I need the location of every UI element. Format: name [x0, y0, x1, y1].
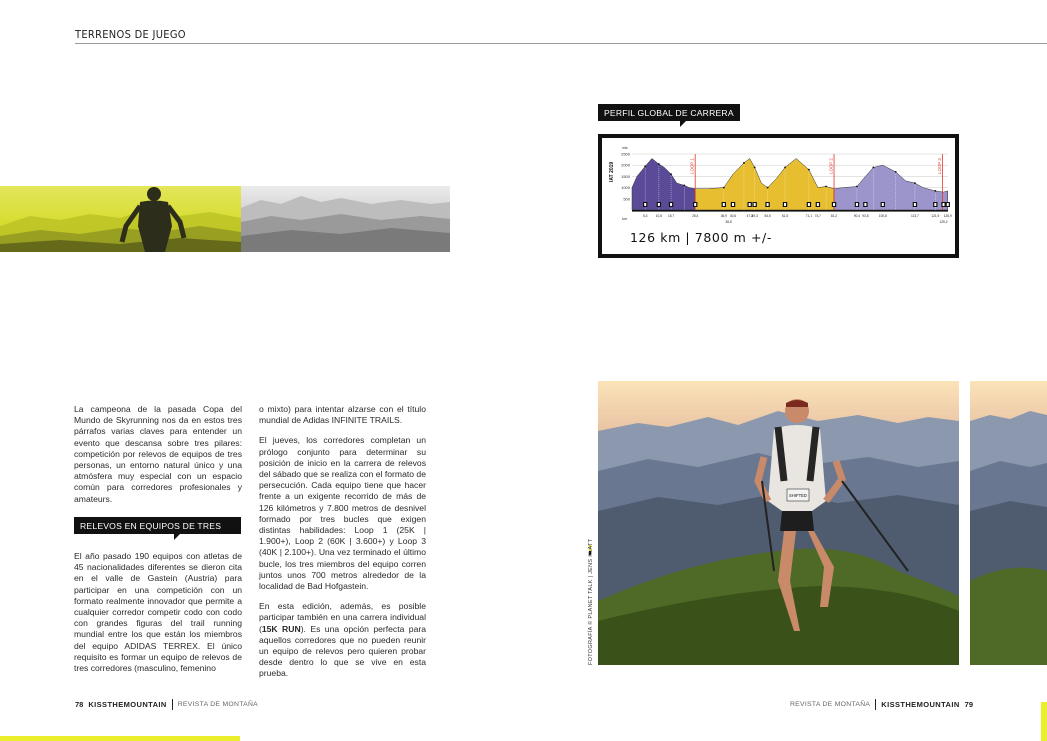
edicion-bold: 15K RUN — [261, 623, 301, 634]
aid-station-marker-inner — [808, 203, 810, 206]
footer-separator-right — [875, 699, 876, 710]
profile-label — [598, 104, 740, 121]
yellow-accent-bar-right — [1041, 702, 1047, 741]
x-tick-label: 54,5 — [764, 214, 771, 218]
runner-photo — [598, 381, 959, 665]
checkpoint-point — [754, 167, 756, 169]
aid-station-marker-inner — [749, 203, 751, 206]
aid-station-marker-inner — [856, 203, 858, 206]
race-bib-text: SHIFTED — [789, 493, 807, 498]
x-tick-label: 93,8 — [862, 214, 869, 218]
photo-credit: FOTOGRAFÍA © PLANET TALK | JENS KLATT — [588, 538, 594, 665]
x-tick-label: 74,7 — [814, 214, 821, 218]
profile-area-loop-2 — [695, 158, 834, 210]
paragraph-jueves: El jueves, los corredores completan un prólogo conjunto para determinar su posición de inicio en la carrera de relevos del sábado que se realiza con el formato de persecución. Cada equipo tiene que hacer frente a un exigente recorrido de más de 126 kilómetros y 7.800 metros de desnivel formado por tres bucles que exigen distintas habilidades: Loop 1 (25K | 1.900+), Loop 2 (60K | 3.600+) y Loop 3 (40K | 2.100+). Una vez terminado el último bucle, los tres miembros del equipo corren juntos unos 700 metros alrededor de la localidad de Bad Hofgastein. — [259, 435, 426, 592]
checkpoint-point — [914, 182, 916, 184]
aid-station-marker-inner — [943, 203, 945, 206]
chart-side-label: IAT 2019 — [609, 161, 615, 182]
checkpoint-point — [895, 171, 897, 173]
x-tick-label: 113,7 — [911, 214, 919, 218]
edicion-text-end: ). Es una opción perfecta para aquellos corredores que no pueden reunir un equipo de relevos pero quieren probar desde dentro lo que se vive en esta prueba. — [259, 623, 426, 679]
middle-column — [259, 404, 426, 689]
y-tick-label: 1000 — [621, 185, 630, 191]
banner-yellow-art — [0, 186, 241, 252]
y-tick-label: 500 — [623, 196, 630, 202]
banner-gray-art — [241, 186, 450, 252]
checkpoint-point — [683, 184, 685, 186]
checkpoint-point — [723, 187, 725, 189]
page-number-right: 79 — [964, 700, 973, 709]
aid-station-marker-inner — [644, 203, 646, 206]
checkpoint-point — [743, 162, 745, 164]
loop-label-2: LOOP 2 — [828, 158, 834, 174]
landscape-photo-strip — [970, 381, 1047, 665]
x-tick-label: 81,2 — [830, 214, 838, 218]
checkpoint-point — [670, 173, 672, 175]
chart-caption: 126 km | 7800 m +/- — [630, 230, 772, 245]
y-unit-label: mts — [622, 146, 628, 150]
x-tick-label: 126,9 — [943, 214, 952, 218]
subtitle-right: REVISTA DE MONTAÑA — [789, 701, 871, 708]
checkpoint-point — [767, 187, 769, 189]
x-tick-label: 47,3 — [746, 214, 753, 218]
footer-left — [75, 699, 258, 710]
aid-station-marker-inner — [914, 203, 916, 206]
aid-station-marker-inner — [767, 203, 769, 206]
y-tick-label: 1500 — [621, 173, 630, 179]
x-tick-label: 15,7 — [667, 214, 675, 218]
section-title: TERRENOS DE JUEGO — [75, 28, 186, 41]
aid-station-marker-inner — [723, 203, 725, 206]
landscape-strip-art — [970, 381, 1047, 665]
loop-label-3: LOOP 3 — [937, 158, 943, 174]
baseline-bar — [632, 210, 948, 212]
loop-label-1: LOOP 1 — [689, 158, 695, 174]
brand-left: KISSTHEMOUNTAIN — [88, 700, 167, 709]
aid-station-marker-inner — [694, 203, 696, 206]
footer-separator-left — [172, 699, 173, 710]
aid-station-marker-inner — [864, 203, 866, 206]
checkpoint-point — [808, 169, 810, 171]
x-tick-label: 25,4 — [692, 214, 699, 218]
label-notch — [174, 534, 180, 540]
aid-station-marker-inner — [882, 203, 884, 206]
page-number-left: 78 — [75, 700, 84, 709]
checkpoint-point — [856, 186, 858, 188]
intro-paragraph: La campeona de la pasada Copa del Mundo de Skyrunning nos da en estos tres párrafos varias claves para entender un evento que descansa sobre tres pilares: competición por relevos de equipos de tres personas, un entorno natural único y una atmósfera muy especial con un espacio común para corredores profesionales y amateurs. — [74, 404, 242, 504]
aid-station-marker-inner — [947, 203, 949, 206]
x-tick-label: 71,1 — [805, 214, 813, 218]
profile-area-loop-1 — [632, 158, 695, 210]
profile-label-text: PERFIL GLOBAL DE CARRERA — [604, 108, 734, 118]
aid-station-marker-inner — [670, 203, 672, 206]
x-tick-label: 40,6 — [729, 214, 737, 218]
y-tick-label: 2000 — [621, 162, 630, 168]
aid-station-marker-inner — [658, 203, 660, 206]
checkpoint-point — [872, 167, 874, 169]
x-tick-label: 61,5 — [781, 214, 789, 218]
yellow-accent-bar-left — [0, 736, 240, 741]
section-label-relevos — [74, 517, 241, 534]
aid-station-marker-inner — [754, 203, 756, 206]
continuation-paragraph: o mixto) para intentar alzarse con el título mundial de Adidas INFINITE TRAILS. — [259, 404, 426, 426]
profile-label-notch — [680, 121, 686, 127]
edicion-text-start: En esta edición, además, es posible participar también en una carrera individual ( — [259, 601, 426, 634]
section-label-text: RELEVOS EN EQUIPOS DE TRES — [80, 521, 222, 531]
x-tick-label: 49,3 — [751, 214, 758, 218]
x-tick-label: 38,8 — [725, 220, 732, 224]
y-tick-label: 2500 — [621, 151, 630, 157]
relevos-paragraph: El año pasado 190 equipos con atletas de 45 nacionalidades diferentes se dieron cita en el valle de Gastein (Austria) para participar en una competición con un formato realmente innovador que permite a cualquier corredor competir codo con codo con grandes figuras del trail running mundial entre los que están los miembros del equipo ADIDAS TERREX. El único requisito es formar un equipo de relevos de tres corredores (masculino, femenino — [74, 551, 242, 674]
banner-image-gray — [241, 186, 450, 252]
x-tick-label: 90,4 — [853, 214, 861, 218]
x-tick-label: 125,2 — [939, 220, 948, 224]
left-column — [74, 404, 242, 514]
brand-right: KISSTHEMOUNTAIN — [881, 700, 960, 709]
runner-photo-art — [598, 381, 959, 665]
top-rule — [75, 43, 1047, 44]
subtitle-left: REVISTA DE MONTAÑA — [177, 701, 259, 708]
aid-station-marker-inner — [817, 203, 819, 206]
x-unit-label: km — [622, 216, 628, 221]
x-tick-label: 121,9 — [931, 214, 940, 218]
left-column-body — [74, 551, 242, 683]
aid-station-marker-inner — [732, 203, 734, 206]
x-tick-label: 100,8 — [878, 214, 887, 218]
checkpoint-point — [825, 186, 827, 188]
checkpoint-point — [644, 165, 646, 167]
checkpoint-point — [934, 190, 936, 192]
x-tick-label: 10,8 — [655, 214, 662, 218]
chart-areas — [632, 158, 948, 210]
aid-station-marker-inner — [934, 203, 936, 206]
elevation-profile-chart — [598, 134, 959, 258]
x-tick-label: 36,9 — [720, 214, 727, 218]
aid-station-marker-inner — [833, 203, 835, 206]
aid-station-marker-inner — [784, 203, 786, 206]
banner-image-yellow — [0, 186, 241, 252]
footer-right — [790, 699, 973, 710]
checkpoint-point — [784, 167, 786, 169]
x-tick-label: 5,3 — [642, 214, 648, 218]
paragraph-edicion — [259, 601, 426, 679]
checkpoint-point — [658, 163, 660, 165]
